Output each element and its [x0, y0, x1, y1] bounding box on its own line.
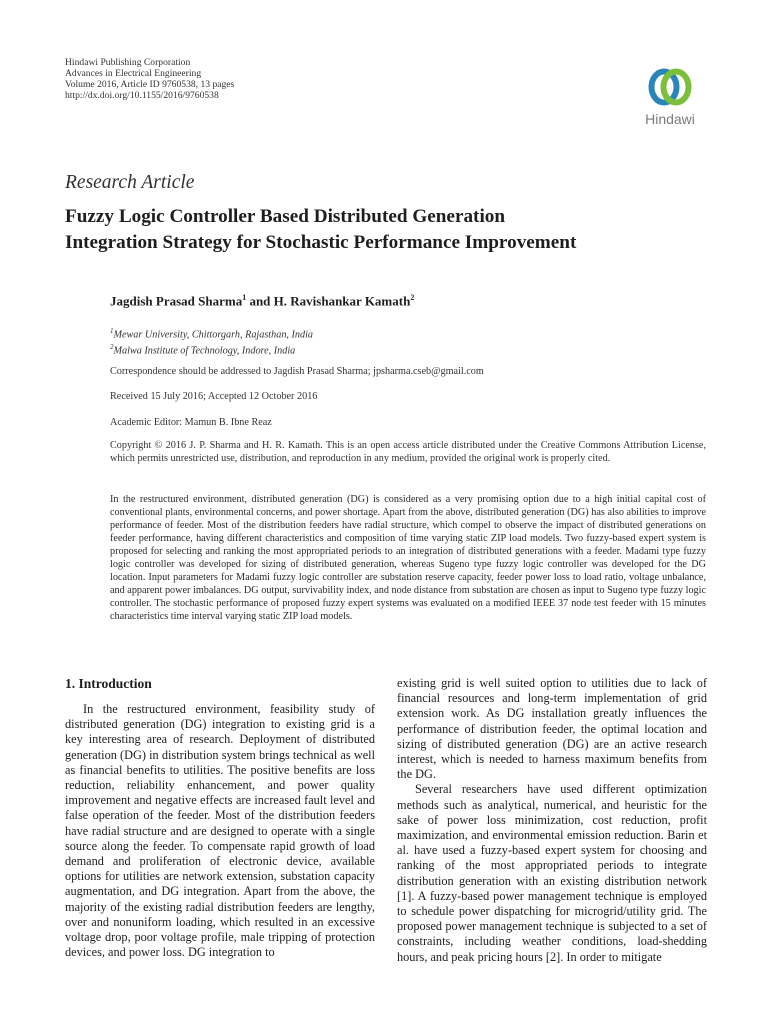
left-column — [65, 676, 375, 960]
affiliation-marker: 1 — [242, 293, 247, 302]
article-title — [65, 204, 725, 256]
affiliation-marker: 2 — [410, 293, 415, 302]
hindawi-rings-icon — [647, 64, 693, 110]
journal-name: Advances in Electrical Engineering — [65, 68, 202, 79]
affiliation-2: $^2$Malwa Institute of Technology, Indore, India — [110, 343, 296, 357]
abstract-text: In the restructured environment, distributed generation (DG) is considered as a very promising option due to a high initial capital cost of conventional plants, environmental concerns, and power shortage. Apart from the above, distributed generation (DG) has also abilities to improve performance of feeder. Most of the distribution feeders have radial structure, which compel to observe the impact of distributed generations on feeder performance, having different characteristics and composition of time varying static ZIP load models. Two fuzzy-based expert system is proposed for selecting and ranking the most appropriated periods to an integration of distributed generations with a feeder. Madami type fuzzy logic controller was developed for sizing of distributed generation, whereas Sugeno type fuzzy logic controller was developed for the DG location. Input parameters for Madami fuzzy logic controller are substation reserve capacity, feeder power loss to load ratio, voltage unbalance, and apparent power imbalances. DG output, survivability index, and node distance from substation are chosen as input to Sugeno type fuzzy logic controller. The stochastic performance of proposed fuzzy expert systems was evaluated on a modified IEEE 37 node test feeder with 15 minutes characteristics time interval varying static ZIP load models. — [110, 494, 706, 622]
right-column — [397, 676, 707, 965]
body-paragraph: In the restructured environment, feasibility study of distributed generation (DG) integration to existing grid is a key interesting area of research. Deployment of distributed generation (DG) in distribution system brings technical as well as financial benefits to utilities. The positive benefits are loss reduction, reliability enhancement, and power quality improvement and negative effects are increased fault level and false operation of the feeder. Most of the distribution feeders have radial structure and are designed to operate with a single source along the feeder. To compensate rapid growth of load demand and proliferation of electronic device, available options for utilities are network extension, substation capacity augmentation, and DG integration. Apart from the above, the majority of the existing radial distribution feeders are lengthy, over and nonuniform loading, which resulted in an excessive voltage drop, poor voltage profile, male tripping of protection devices, and power loss. DG integration to — [65, 702, 375, 960]
received-dates: Received 15 July 2016; Accepted 12 October 2016 — [110, 391, 318, 402]
author-separator: and — [246, 293, 274, 309]
title-line-2: Integration Strategy for Stochastic Performance Improvement — [65, 232, 577, 253]
doi-link[interactable]: http://dx.doi.org/10.1155/2016/9760538 — [65, 90, 219, 101]
journal-metadata — [65, 57, 234, 101]
academic-editor: Academic Editor: Mamun B. Ibne Reaz — [110, 417, 272, 428]
author-name: Jagdish Prasad Sharma — [110, 293, 243, 309]
volume-info: Volume 2016, Article ID 9760538, 13 pages — [65, 79, 235, 90]
affiliation-1: $^1$Mewar University, Chittorgarh, Rajasthan, India — [110, 327, 314, 341]
author-name: H. Ravishankar Kamath — [273, 293, 411, 309]
affiliation-marker: 2 — [110, 343, 114, 352]
affiliations — [110, 325, 313, 358]
body-paragraph: Several researchers have used different optimization methods such as analytical, numerical, and heuristic for the sake of power loss minimization, cost reduction, profit maximization, and environmental emission reduction. Barin et al. have used a fuzzy-based expert system for choosing and ranking of the most appropriated periods to integrate distribution generation with an existing distribution network [1]. A fuzzy-based power management technique is employed to schedule power dispatching for microgrid/utility grid. The proposed power management technique is subjected to a set of constraints, including weather conditions, load-shedding hours, and peak pricing hours [2]. In order to mitigate — [397, 782, 707, 964]
affiliation-marker: 1 — [110, 327, 114, 335]
author-list — [110, 293, 414, 309]
article-type: Research Article — [65, 172, 195, 193]
copyright-notice: Copyright © 2016 J. P. Sharma and H. R. Kamath. This is an open access article distributed under the Creative Commons Attribution License, which permits unrestricted use, distribution, and reproduction in any medium, provided the original work is properly cited. — [110, 440, 706, 464]
hindawi-logo-text: Hindawi — [645, 111, 695, 127]
hindawi-logo — [634, 64, 706, 127]
body-paragraph: existing grid is well suited option to utilities due to lack of financial resources and long-term implementation of grid extension work. As DG installation greatly influences the performance of distribution feeder, the optimal location and sizing of distributed generation (DG) are an active research interest, which is needed to harness maximum benefits from the DG. — [397, 676, 707, 782]
title-line-1: Fuzzy Logic Controller Based Distributed Generation — [65, 206, 506, 227]
section-heading: 1. Introduction — [65, 676, 152, 691]
correspondence-line: Correspondence should be addressed to Jagdish Prasad Sharma; jpsharma.cseb@gmail.com — [110, 366, 484, 377]
publisher-name: Hindawi Publishing Corporation — [65, 57, 191, 68]
